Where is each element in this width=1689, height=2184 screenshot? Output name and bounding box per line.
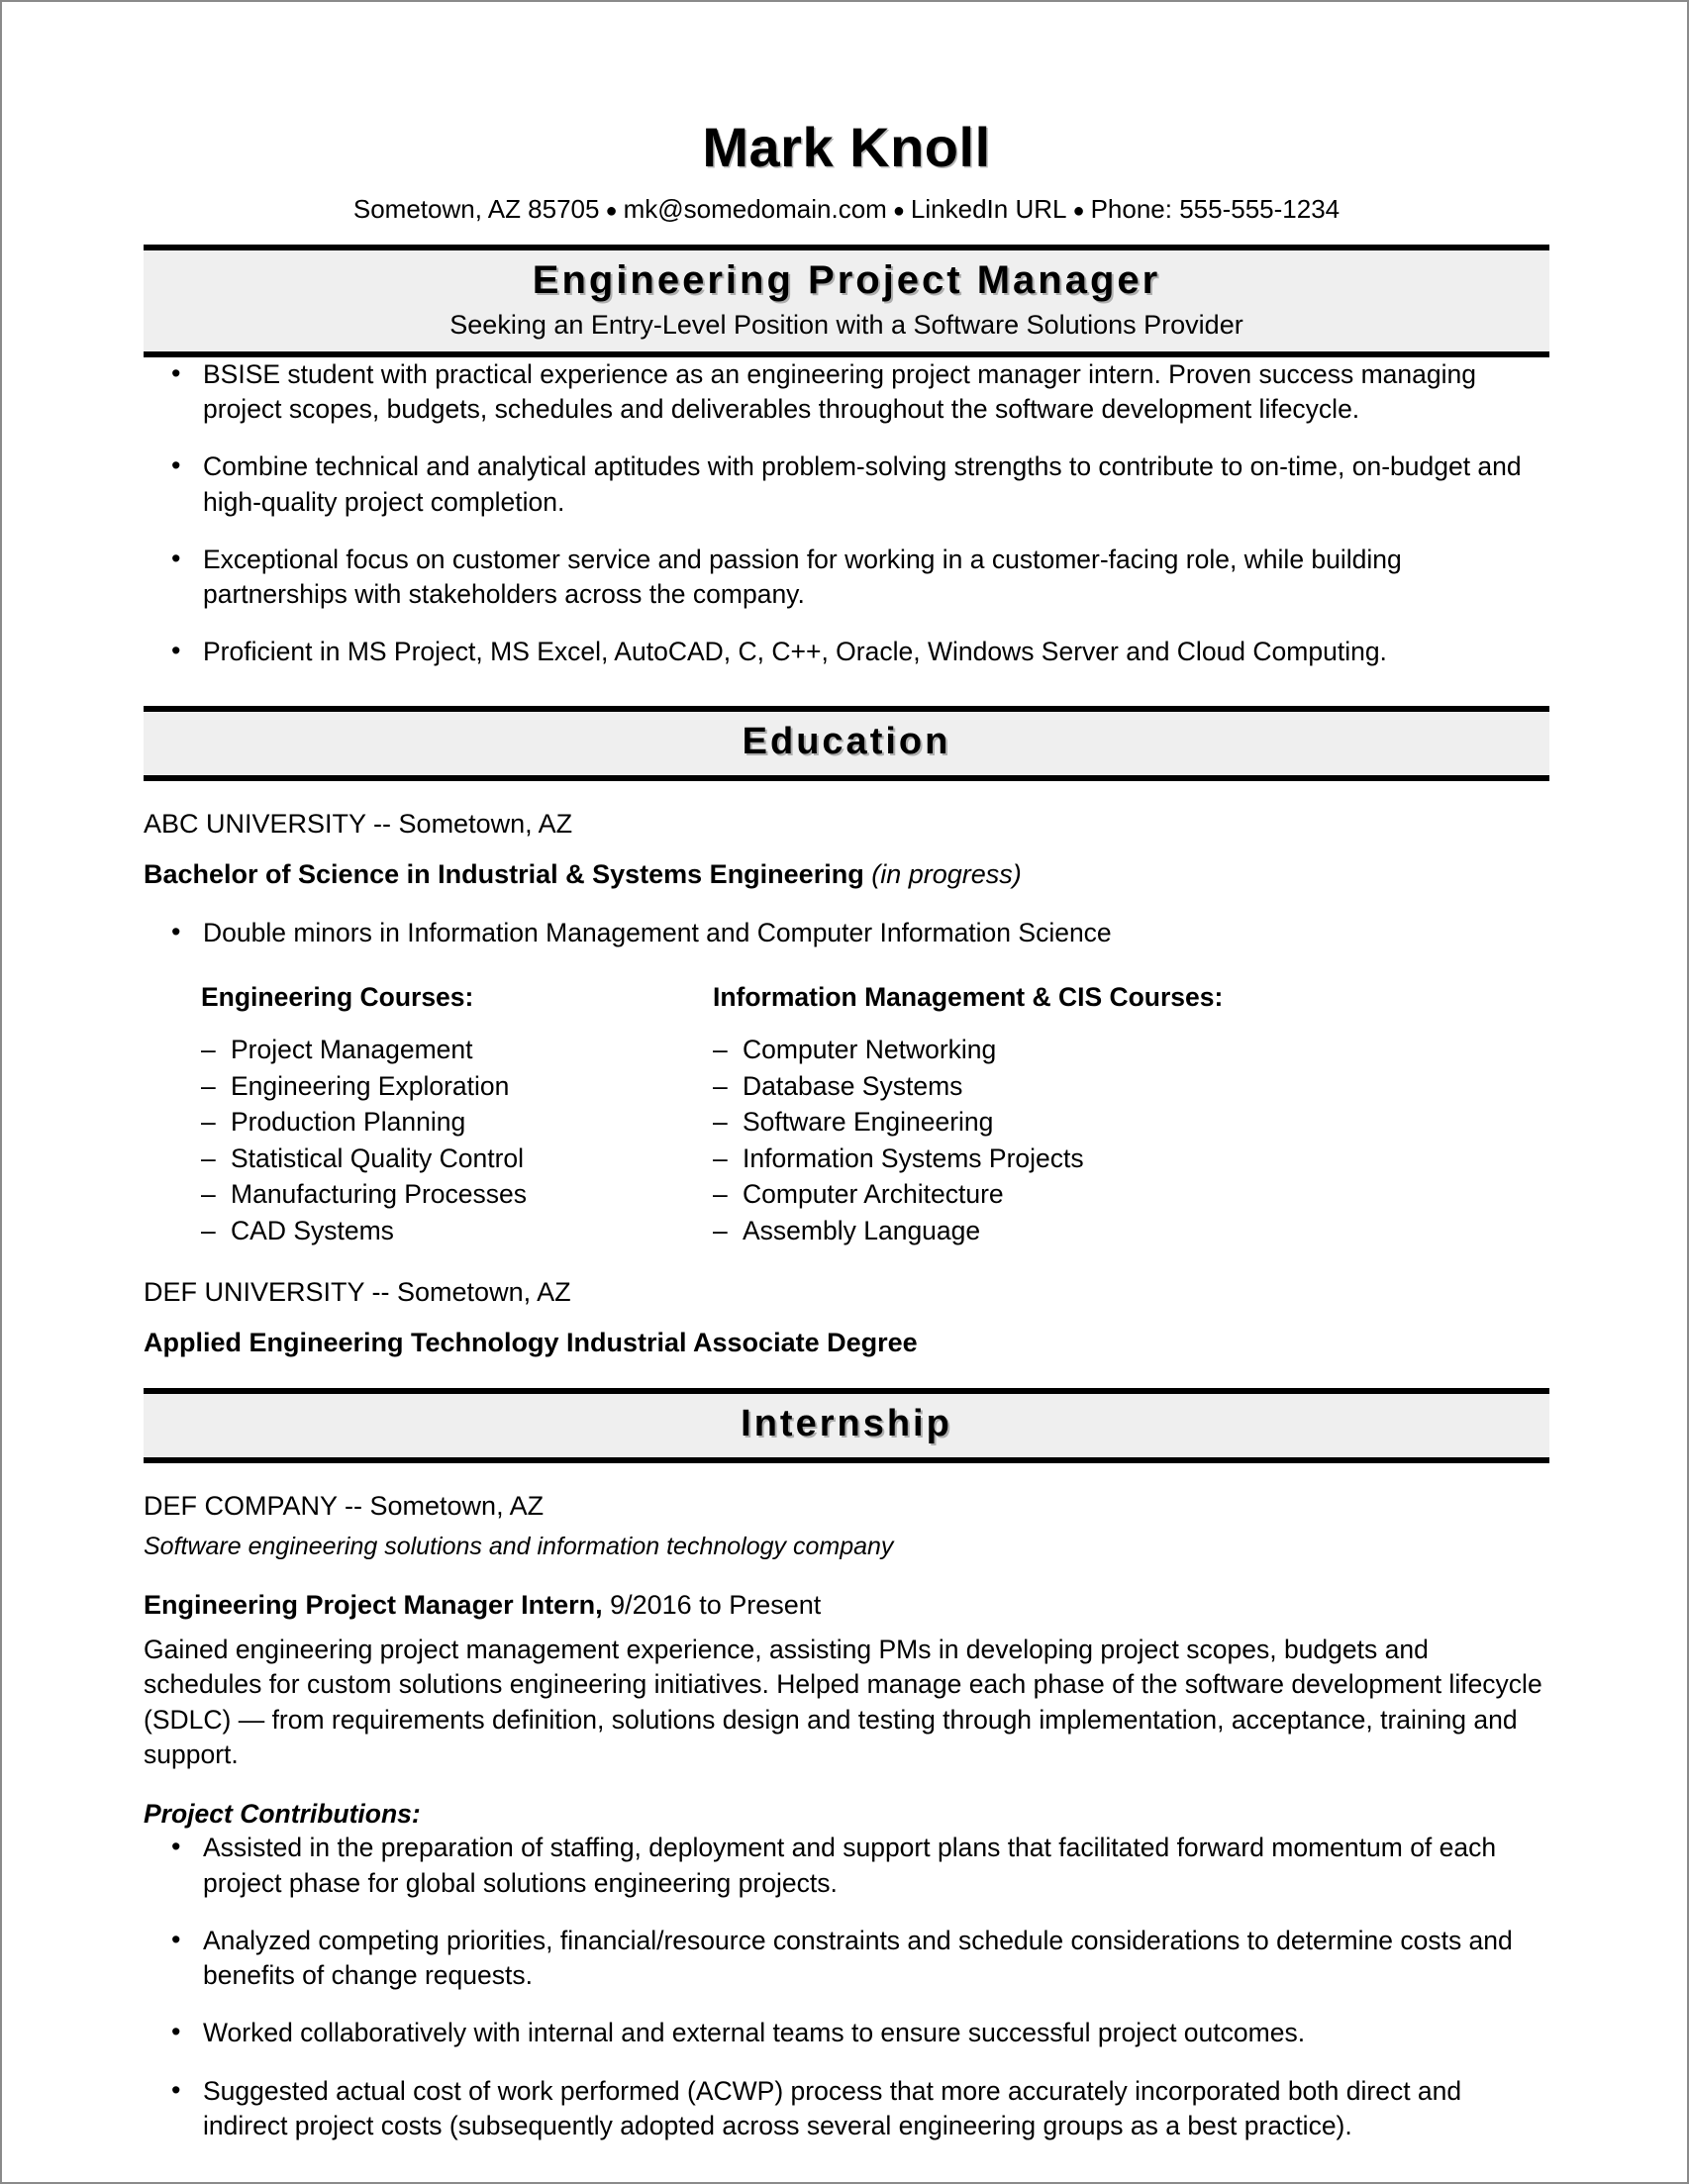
list-item: • Combine technical and analytical aptitudes with problem-solving strengths to contribute to on-time, on-budget and high-quality project completion. [144,449,1549,519]
course-column-engineering [144,980,713,1249]
internship-role-line [144,1588,1549,1623]
list-item: – Statistical Quality Control [201,1141,713,1177]
list-item: – Production Planning [201,1104,713,1141]
list-item: – Engineering Exploration [201,1068,713,1105]
list-item: • Worked collaboratively with internal and external teams to ensure successful project outcomes. [144,2016,1549,2050]
contact-phone: Phone: 555-555-1234 [1090,193,1341,224]
section-title: Education [742,720,951,762]
list-item: – Software Engineering [713,1104,1406,1141]
summary-list [144,357,1549,670]
list-item: • Suggested actual cost of work performed (ACWP) process that more accurately incorporated both direct and indirect project costs (subsequently adopted across several engineering groups as a best practice). [144,2074,1549,2143]
contact-linkedin[interactable]: LinkedIn URL [910,193,1067,224]
list-item: • Double minors in Information Management and Computer Information Science [144,916,1549,950]
contact-separator-icon: ● [1072,199,1085,222]
education-school-1-degree [144,857,1549,892]
job-title-banner [144,245,1549,357]
contact-separator-icon: ● [892,199,905,222]
list-item: – CAD Systems [201,1213,713,1249]
degree-name: Bachelor of Science in Industrial & Systems Engineering [144,859,864,890]
contact-separator-icon: ● [605,199,618,222]
list-item: • Proficient in MS Project, MS Excel, AutoCAD, C, C++, Oracle, Windows Server and Cloud Computing. [144,635,1549,669]
page-title: Mark Knoll [702,116,991,178]
list-item: – Computer Networking [713,1032,1406,1068]
list-item: • Analyzed competing priorities, financial/resource constraints and schedule considerations to determine costs and benefits of change requests. [144,1924,1549,1993]
section-header-education [144,706,1549,782]
contact-email[interactable]: mk@somedomain.com [623,193,887,224]
internship-company-tagline: Software engineering solutions and information technology company [144,1532,894,1560]
list-item: • Assisted in the preparation of staffing, deployment and support plans that facilitated forward momentum of each project phase for global solutions engineering projects. [144,1831,1549,1900]
list-item: – Computer Architecture [713,1176,1406,1213]
education-school-1-org: ABC UNIVERSITY -- Sometown, AZ [144,809,573,840]
list-item: – Database Systems [713,1068,1406,1105]
project-contributions-heading: Project Contributions: [144,1799,421,1830]
course-column-heading: Engineering Courses: [201,981,474,1012]
course-column-heading: Information Management & CIS Courses: [713,981,1224,1012]
education-school-2-org: DEF UNIVERSITY -- Sometown, AZ [144,1276,571,1307]
contact-line [144,193,1549,227]
list-item: – Information Systems Projects [713,1141,1406,1177]
list-item: – Manufacturing Processes [201,1176,713,1213]
job-subtitle: Seeking an Entry-Level Position with a Software Solutions Provider [449,309,1243,340]
internship-dates: 9/2016 to Present [610,1590,822,1621]
list-item: – Assembly Language [713,1213,1406,1249]
course-column-information-management [713,980,1406,1249]
course-list [201,1032,713,1248]
internship-role-title: Engineering Project Manager Intern, [144,1590,603,1621]
degree-status-note: (in progress) [871,859,1022,890]
education-minors-list [144,916,1549,950]
course-columns [144,980,1549,1249]
list-item: • BSISE student with practical experience as an engineering project manager intern. Proven success managing project scopes, budgets, schedules and deliverables throughout the software development lifecycle. [144,357,1549,427]
course-list [713,1032,1406,1248]
resume-header [144,2,1549,227]
resume-content [144,2,1549,2143]
internship-description: Gained engineering project management experience, assisting PMs in developing project scopes, budgets and schedules for custom solutions engineering initiatives. Helped manage each phase of the software development lifecycle (SDLC) — from requirements definition, solutions design and testing through implementation, acceptance, training and support. [144,1635,1542,1769]
list-item: • Exceptional focus on customer service and passion for working in a customer-facing role, while building partnerships with stakeholders across the company. [144,543,1549,612]
education-school-2-degree: Applied Engineering Technology Industrial Associate Degree [144,1327,918,1357]
job-title: Engineering Project Manager [532,257,1161,302]
section-title: Internship [741,1402,952,1444]
section-header-internship [144,1388,1549,1464]
internship-company: DEF COMPANY -- Sometown, AZ [144,1491,545,1522]
list-item: – Project Management [201,1032,713,1068]
contact-location: Sometown, AZ 85705 [352,193,600,224]
project-contributions-list [144,1831,1549,2143]
